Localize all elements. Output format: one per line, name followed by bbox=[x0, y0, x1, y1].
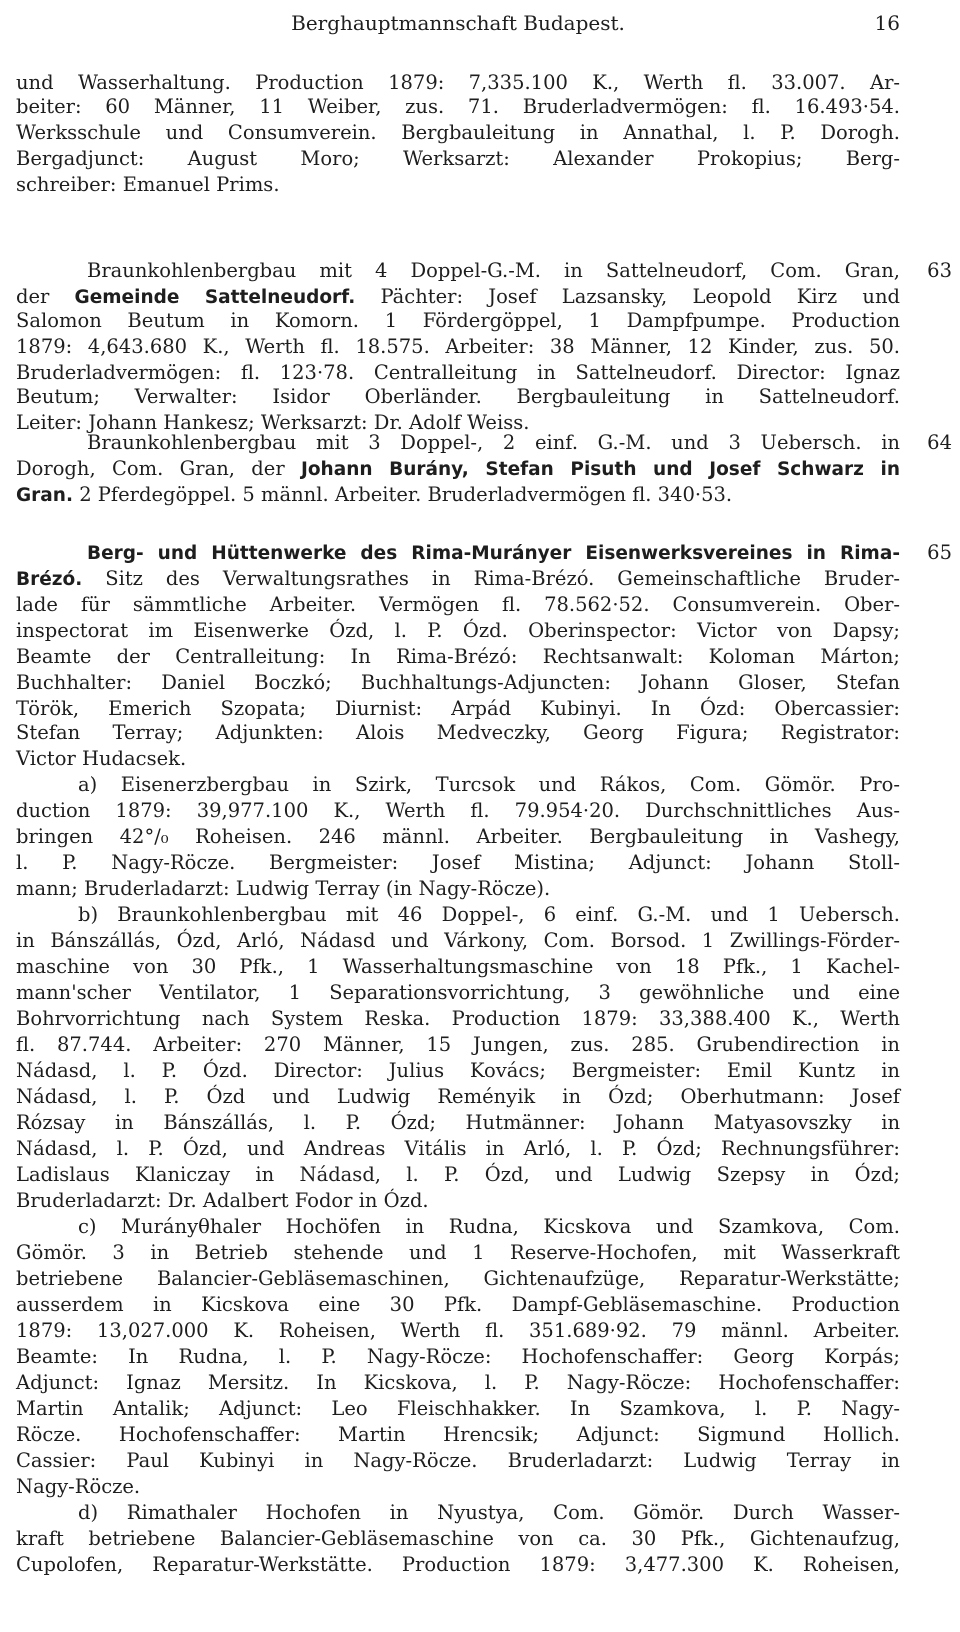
text-line: Bruderladarzt: Dr. Adalbert Fodor in Ózd. bbox=[16, 1189, 429, 1212]
text-line: l. P. Nagy-Röcze. Bergmeister: Josef Mistina; Adjunct: Johann Stoll- bbox=[16, 851, 900, 874]
text-line: Braunkohlenbergbau mit 4 Doppel-G.-M. in Sattelneudorf, Com. Gran, bbox=[87, 259, 900, 282]
text-line: Braunkohlenbergbau mit 3 Doppel-, 2 einf. G.-M. und 3 Uebersch. in bbox=[87, 431, 900, 454]
text-line: der Gemeinde Sattelneudorf. Pächter: Josef Lazsansky, Leopold Kirz und bbox=[16, 285, 900, 308]
text-line: Röcze. Hochofenschaffer: Martin Hrencsik; Adjunct: Sigmund Hollich. bbox=[16, 1423, 900, 1446]
text-line: inspectorat im Eisenwerke Ózd, l. P. Ózd. Oberinspector: Victor von Dapsy; bbox=[16, 619, 900, 642]
entry-number: 63 bbox=[927, 259, 952, 282]
text-line: duction 1879: 39,977.100 K., Werth fl. 79.954·20. Durchschnittliches Aus- bbox=[16, 799, 900, 822]
text-line: Victor Hudacsek. bbox=[16, 747, 187, 770]
text-line: kraft betriebene Balancier-Gebläsemaschine von ca. 30 Pfk., Gichtenaufzug, bbox=[16, 1527, 900, 1550]
text-line: Ladislaus Klaniczay in Nádasd, l. P. Ózd, und Ludwig Szepsy in Ózd; bbox=[16, 1163, 900, 1186]
text-line: Nádasd, l. P. Ózd, und Andreas Vitális in Arló, l. P. Ózd; Rechnungsführer: bbox=[16, 1137, 900, 1160]
text-line: schreiber: Emanuel Prims. bbox=[16, 173, 280, 196]
text-line: c) Murányθhaler Hochöfen in Rudna, Kicskova und Szamkova, Com. bbox=[78, 1215, 900, 1238]
text-line: Buchhalter: Daniel Boczkó; Buchhaltungs-Adjuncten: Johann Gloser, Stefan bbox=[16, 671, 900, 694]
running-header bbox=[16, 6, 900, 40]
text-line: Beamte der Centralleitung: In Rima-Brézó: Rechtsanwalt: Koloman Márton; bbox=[16, 645, 900, 668]
text-line: Bruderladvermögen: fl. 123·78. Centralleitung in Sattelneudorf. Director: Ignaz bbox=[16, 361, 900, 384]
page-number: 16 bbox=[874, 11, 900, 35]
text-line: bringen 42°/₀ Roheisen. 246 männl. Arbeiter. Bergbauleitung in Vashegy, bbox=[16, 825, 900, 848]
text-line: 1879: 4,643.680 K., Werth fl. 18.575. Arbeiter: 38 Männer, 12 Kinder, zus. 50. bbox=[16, 335, 900, 358]
text-line: in Bánszállás, Ózd, Arló, Nádasd und Várkony, Com. Borsod. 1 Zwillings-Förder- bbox=[16, 929, 900, 952]
bold-name: Gemeinde Sattelneudorf. bbox=[74, 287, 356, 308]
text-line: mann; Bruderladarzt: Ludwig Terray (in Nagy-Röcze). bbox=[16, 877, 551, 900]
text-line: 1879: 13,027.000 K. Roheisen, Werth fl. 351.689·92. 79 männl. Arbeiter. bbox=[16, 1319, 900, 1342]
entry-number: 64 bbox=[927, 431, 952, 454]
text-line: Brézó. Sitz des Verwaltungsrathes in Rima-Brézó. Gemeinschaftliche Bruder- bbox=[16, 567, 900, 590]
text-line: Beutum; Verwalter: Isidor Oberländer. Bergbauleitung in Sattelneudorf. bbox=[16, 385, 900, 408]
text-line: Bergadjunct: August Moro; Werksarzt: Alexander Prokopius; Berg- bbox=[16, 147, 900, 170]
header-title: Berghauptmannschaft Budapest. bbox=[291, 11, 625, 35]
bold-name: Gran. bbox=[16, 485, 73, 506]
text-line: Nádasd, l. P. Ózd. Director: Julius Kovács; Bergmeister: Emil Kuntz in bbox=[16, 1059, 900, 1082]
text-line: Adjunct: Ignaz Mersitz. In Kicskova, l. P. Nagy-Röcze: Hochofenschaffer: bbox=[16, 1371, 900, 1394]
text-line: Nagy-Röcze. bbox=[16, 1475, 141, 1498]
text-line: betriebene Balancier-Gebläsemaschinen, Gichtenaufzüge, Reparatur-Werkstätte; bbox=[16, 1267, 900, 1290]
text-line: d) Rimathaler Hochofen in Nyustya, Com. Gömör. Durch Wasser- bbox=[78, 1501, 900, 1524]
text-line: Beamte: In Rudna, l. P. Nagy-Röcze: Hochofenschaffer: Georg Korpás; bbox=[16, 1345, 900, 1368]
text-line: Salomon Beutum in Komorn. 1 Fördergöppel, 1 Dampfpumpe. Production bbox=[16, 309, 900, 332]
text-line: Bohrvorrichtung nach System Reska. Production 1879: 33,388.400 K., Werth bbox=[16, 1007, 900, 1030]
text-line: Gömör. 3 in Betrieb stehende und 1 Reserve-Hochofen, mit Wasserkraft bbox=[16, 1241, 900, 1264]
bold-name: Johann Burány, Stefan Pisuth und Josef Schwarz in bbox=[300, 459, 900, 480]
text-line: a) Eisenerzbergbau in Szirk, Turcsok und Rákos, Com. Gömör. Pro- bbox=[78, 773, 900, 796]
text-line: ausserdem in Kicskova eine 30 Pfk. Dampf-Gebläsemaschine. Production bbox=[16, 1293, 900, 1316]
bold-name: Brézó. bbox=[16, 569, 83, 590]
text-line: Dorogh, Com. Gran, der Johann Burány, Stefan Pisuth und Josef Schwarz in bbox=[16, 457, 900, 480]
text-line: Leiter: Johann Hankesz; Werksarzt: Dr. Adolf Weiss. bbox=[16, 411, 530, 434]
text-line: b) Braunkohlenbergbau mit 46 Doppel-, 6 einf. G.-M. und 1 Uebersch. bbox=[78, 903, 900, 926]
text-line: Török, Emerich Szopata; Diurnist: Arpád Kubinyi. In Ózd: Obercassier: bbox=[16, 697, 900, 720]
text-line: maschine von 30 Pfk., 1 Wasserhaltungsmaschine von 18 Pfk., 1 Kachel- bbox=[16, 955, 900, 978]
text-line: lade für sämmtliche Arbeiter. Vermögen fl. 78.562·52. Consumverein. Ober- bbox=[16, 593, 900, 616]
text-line: Martin Antalik; Adjunct: Leo Fleischhakker. In Szamkova, l. P. Nagy- bbox=[16, 1397, 900, 1420]
text-line: Werksschule und Consumverein. Bergbauleitung in Annathal, l. P. Dorogh. bbox=[16, 121, 900, 144]
text-line: Rózsay in Bánszállás, l. P. Ózd; Hutmänner: Johann Matyasovszky in bbox=[16, 1111, 900, 1134]
text-line: und Wasserhaltung. Production 1879: 7,335.100 K., Werth fl. 33.007. Ar- bbox=[16, 71, 900, 94]
text-line: mann'scher Ventilator, 1 Separationsvorrichtung, 3 gewöhnliche und eine bbox=[16, 981, 900, 1004]
text-line: Nádasd, l. P. Ózd und Ludwig Reményik in Ózd; Oberhutmann: Josef bbox=[16, 1085, 900, 1108]
text-line: Cassier: Paul Kubinyi in Nagy-Röcze. Bruderladarzt: Ludwig Terray in bbox=[16, 1449, 900, 1472]
text-line: Cupolofen, Reparatur-Werkstätte. Production 1879: 3,477.300 K. Roheisen, bbox=[16, 1553, 900, 1576]
text-line: Stefan Terray; Adjunkten: Alois Medveczky, Georg Figura; Registrator: bbox=[16, 721, 900, 744]
text-line: Gran. 2 Pferdegöppel. 5 männl. Arbeiter. Bruderladvermögen fl. 340·53. bbox=[16, 483, 733, 506]
text-line: fl. 87.744. Arbeiter: 270 Männer, 15 Jungen, zus. 285. Grubendirection in bbox=[16, 1033, 900, 1056]
entry-number: 65 bbox=[927, 541, 952, 564]
section-heading: Berg- und Hüttenwerke des Rima-Murányer Eisenwerksvereines in Rima- bbox=[87, 543, 900, 564]
text-line: beiter: 60 Männer, 11 Weiber, zus. 71. Bruderladvermögen: fl. 16.493·54. bbox=[16, 95, 900, 118]
